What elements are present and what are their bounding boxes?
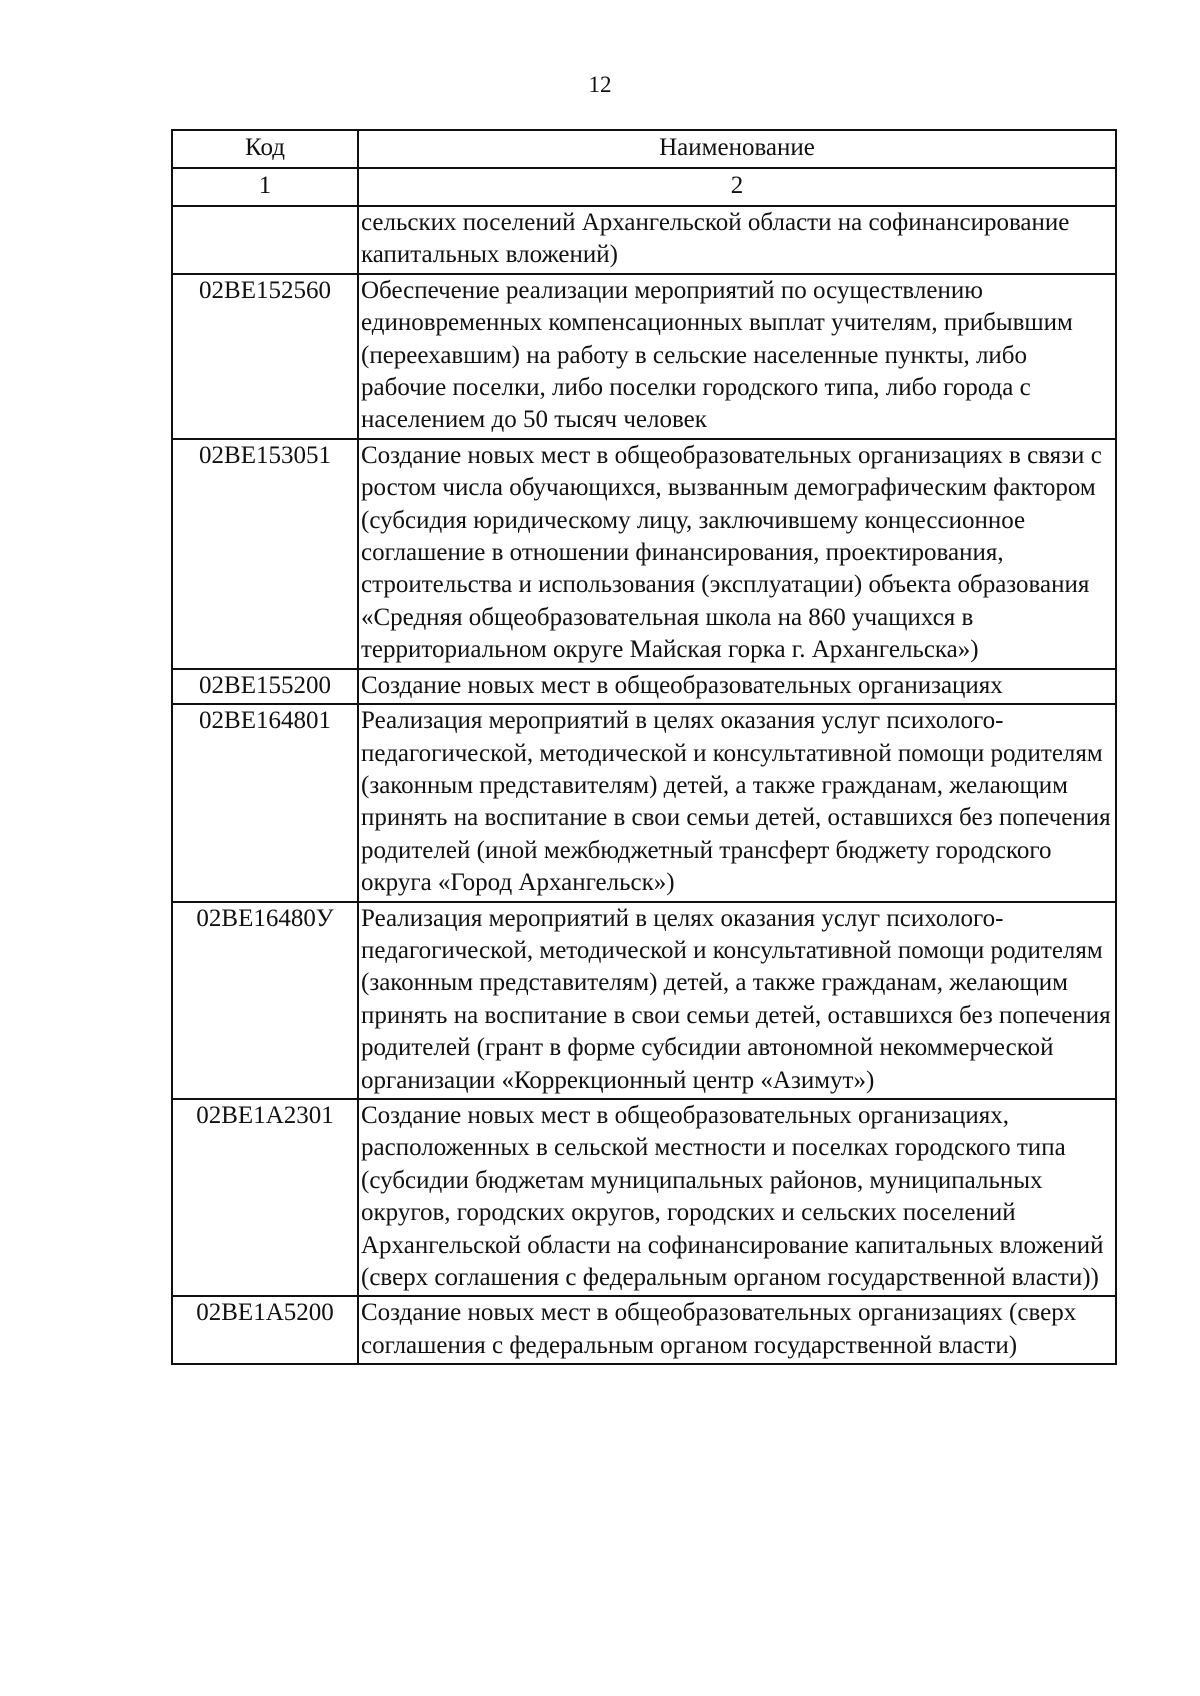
row-code: 02BE1A2301 [172,1099,358,1296]
row-name: Реализация мероприятий в целях оказания услуг психолого-педагогической, методической и консультативной помощи родителям (законным представителям) детей, а также гражданам, желающим принять на воспитание в свои семьи детей, оставшихся без попечения родителей (грант в форме субсидии автономной некоммерческой организации «Коррекционный центр «Азимут») [358,902,1116,1099]
table-row [172,902,1116,1099]
row-name: Создание новых мест в общеобразовательных организациях (сверх соглашения с федеральным органом государственной власти) [358,1296,1116,1364]
row-name: Обеспечение реализации мероприятий по осуществлению единовременных компенсационных выплат учителям, прибывшим (переехавшим) на работу в сельские населенные пункты, либо рабочие поселки, либо поселки городского типа, либо города с населением до 50 тысяч человек [358,274,1116,439]
header-name: Наименование [358,130,1116,168]
column-number-2: 2 [358,168,1116,206]
header-row [172,130,1116,168]
table-row [172,206,1116,274]
row-code: 02BE1A5200 [172,1296,358,1364]
table-row [172,704,1116,901]
row-code: 02BE164801 [172,704,358,901]
table-row [172,439,1116,669]
row-name: Создание новых мест в общеобразовательных организациях в связи с ростом числа обучающихся, вызванным демографическим фактором (субсидия юридическому лицу, заключившему концессионное соглашение в отношении финансирования, проектирования, строительства и использования (эксплуатации) объекта образования «Средняя общеобразовательная школа на 860 учащихся в территориальном округе Майская горка г. Архангельска») [358,439,1116,669]
header-code: Код [172,130,358,168]
page-number: 12 [588,72,612,97]
table-row [172,274,1116,439]
code-table [171,129,1117,1365]
column-number-row [172,168,1116,206]
row-code: 02BE155200 [172,669,358,704]
table-row [172,1296,1116,1364]
column-number-1: 1 [172,168,358,206]
row-code [172,206,358,274]
row-name: Создание новых мест в общеобразовательных организациях, расположенных в сельской местности и поселках городского типа (субсидии бюджетам муниципальных районов, муниципальных округов, городских округов, городских и сельских поселений Архангельской области на софинансирование капитальных вложений (сверх соглашения с федеральным органом государственной власти)) [358,1099,1116,1296]
row-name: Реализация мероприятий в целях оказания услуг психолого-педагогической, методической и консультативной помощи родителям (законным представителям) детей, а также гражданам, желающим принять на воспитание в свои семьи детей, оставшихся без попечения родителей (иной межбюджетный трансферт бюджету городского округа «Город Архангельск») [358,704,1116,901]
row-name: Создание новых мест в общеобразовательных организациях [358,669,1116,704]
row-code: 02BE152560 [172,274,358,439]
table-row [172,1099,1116,1296]
row-code: 02BE16480У [172,902,358,1099]
row-name: сельских поселений Архангельской области на софинансирование капитальных вложений) [358,206,1116,274]
row-code: 02BE153051 [172,439,358,669]
table-row [172,669,1116,704]
